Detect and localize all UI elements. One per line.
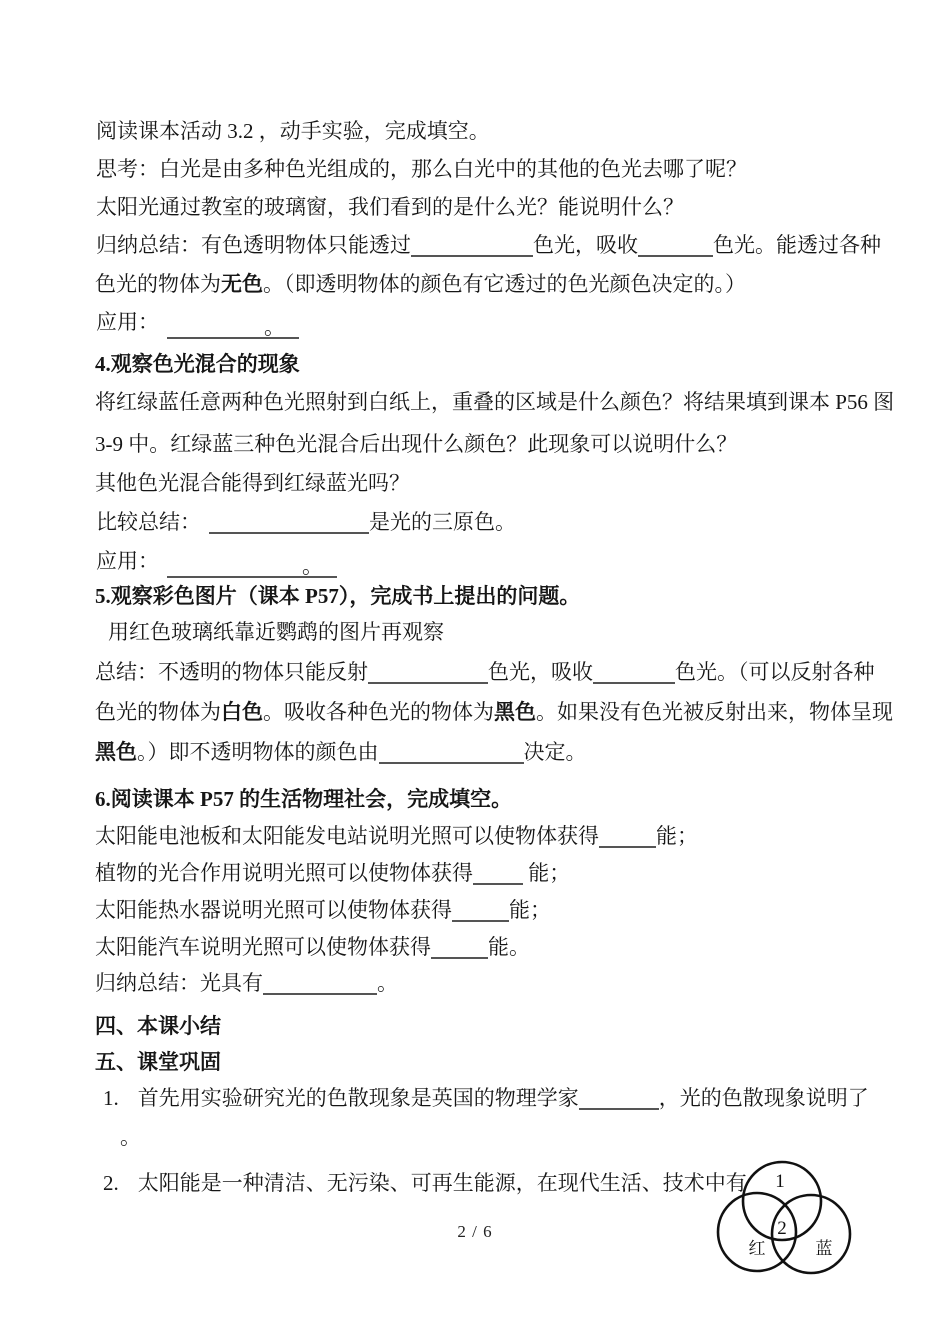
text-run: 归纳总结：有色透明物体只能透过 bbox=[96, 233, 411, 257]
section-6-heading bbox=[95, 784, 512, 814]
text-run: 归纳总结：光具有 bbox=[95, 971, 263, 995]
text-run: 是光的三原色。 bbox=[369, 510, 516, 534]
text-line bbox=[95, 821, 698, 851]
bold-text-run: 6.阅读课本 P57 的生活物理社会，完成填空。 bbox=[95, 787, 513, 811]
fill-in-blank bbox=[411, 233, 533, 257]
fill-in-blank: 。 bbox=[167, 554, 337, 578]
practice-heading bbox=[95, 1047, 221, 1077]
text-line bbox=[95, 468, 410, 498]
text-line bbox=[95, 697, 893, 727]
text-run: 色光。（可以反射各种 bbox=[675, 660, 875, 684]
bold-text-run: 黑色 bbox=[494, 700, 536, 724]
text-run: 能； bbox=[509, 898, 551, 922]
text-line bbox=[96, 546, 337, 576]
fill-in-blank bbox=[431, 935, 488, 959]
question-2 bbox=[103, 1168, 747, 1198]
text-run: 能； bbox=[523, 861, 571, 885]
text-run: 。吸收各种色光的物体为 bbox=[263, 700, 494, 724]
text-run: 太阳能电池板和太阳能发电站说明光照可以使物体获得 bbox=[95, 824, 599, 848]
rgb-color-venn-diagram bbox=[710, 1154, 862, 1286]
text-run: 总结：不透明的物体只能反射 bbox=[95, 660, 368, 684]
text-run: 。如果没有色光被反射出来，物体呈现 bbox=[536, 700, 893, 724]
section-4-heading bbox=[95, 349, 300, 379]
page-number: 2 / 6 bbox=[457, 1222, 493, 1241]
bold-text-run: 4.观察色光混合的现象 bbox=[95, 352, 300, 376]
text-run: 色光，吸收 bbox=[533, 233, 638, 257]
text-run: 色光。能透过各种 bbox=[713, 233, 881, 257]
text-line bbox=[96, 230, 881, 260]
text-run: 。 bbox=[120, 1125, 141, 1149]
text-run: 太阳光通过教室的玻璃窗，我们看到的是什么光？能说明什么？ bbox=[96, 195, 684, 219]
venn-label: 红 bbox=[748, 1239, 766, 1258]
spacer bbox=[159, 567, 167, 568]
text-line bbox=[95, 895, 551, 925]
fill-in-blank bbox=[579, 1086, 659, 1110]
text-run: 。（即透明物体的颜色有它透过的色光颜色决定的。） bbox=[263, 272, 746, 296]
text-run: 太阳能热水器说明光照可以使物体获得 bbox=[95, 898, 452, 922]
text-run: ，光的色散现象说明了 bbox=[658, 1086, 869, 1110]
bold-text-run: 四、本课小结 bbox=[95, 1014, 221, 1038]
text-line bbox=[95, 657, 875, 687]
fill-in-blank bbox=[473, 861, 523, 885]
fill-in-blank bbox=[209, 510, 369, 534]
text-run: 植物的光合作用说明光照可以使物体获得 bbox=[95, 861, 473, 885]
text-run: 太阳能汽车说明光照可以使物体获得 bbox=[95, 935, 431, 959]
fill-in-blank bbox=[379, 740, 524, 764]
text-run: 色光的物体为 bbox=[95, 272, 221, 296]
text-line bbox=[95, 932, 530, 962]
text-line bbox=[95, 269, 746, 299]
text-line bbox=[96, 154, 747, 184]
text-run: 将红绿蓝任意两种色光照射到白纸上，重叠的区域是什么颜色？将结果填到课本 P56 图 bbox=[95, 390, 895, 414]
text-run: 比较总结： bbox=[96, 510, 201, 534]
text-run: 太阳能是一种清洁、无污染、可再生能源，在现代生活、技术中有 bbox=[137, 1171, 747, 1195]
text-line bbox=[95, 968, 398, 998]
text-line bbox=[95, 858, 570, 888]
text-run: 能。 bbox=[488, 935, 530, 959]
fill-in-blank bbox=[452, 898, 509, 922]
fill-in-blank bbox=[599, 824, 656, 848]
fill-in-blank bbox=[263, 971, 377, 995]
text-line bbox=[95, 429, 737, 459]
text-line bbox=[95, 737, 587, 767]
fill-in-blank bbox=[368, 660, 488, 684]
question-1 bbox=[103, 1083, 869, 1113]
venn-label: 2 bbox=[777, 1218, 787, 1239]
spacer bbox=[159, 328, 167, 329]
text-run: 色光，吸收 bbox=[488, 660, 593, 684]
text-run: 阅读课本活动 3.2 ，动手实验，完成填空。 bbox=[96, 119, 490, 143]
text-run: 决定。 bbox=[523, 740, 587, 764]
text-line bbox=[96, 192, 684, 222]
text-line bbox=[96, 307, 299, 337]
text-run: 用红色玻璃纸靠近鹦鹉的图片再观察 bbox=[108, 620, 444, 644]
text-run: 思考：白光是由多种色光组成的，那么白光中的其他的色光去哪了呢？ bbox=[96, 157, 747, 181]
text-run: 其他色光混合能得到红绿蓝光吗？ bbox=[95, 471, 410, 495]
bold-text-run: 无色 bbox=[221, 272, 263, 296]
question-1-continued bbox=[120, 1122, 141, 1152]
venn-label: 1 bbox=[775, 1171, 785, 1192]
text-line bbox=[108, 617, 444, 647]
text-run: 1. bbox=[103, 1086, 119, 1110]
text-run: 应用： bbox=[96, 310, 159, 334]
spacer bbox=[119, 1104, 138, 1105]
text-run: 应用： bbox=[96, 549, 159, 573]
text-run: 色光的物体为 bbox=[95, 700, 221, 724]
fill-in-blank bbox=[638, 233, 713, 257]
text-run: 2. bbox=[103, 1171, 119, 1195]
text-run: 能； bbox=[656, 824, 698, 848]
spacer bbox=[119, 1189, 138, 1190]
bold-text-run: 白色 bbox=[221, 700, 263, 724]
bold-text-run: 5.观察彩色图片（课本 P57），完成书上提出的问题。 bbox=[95, 584, 581, 608]
section-5-heading bbox=[95, 581, 580, 611]
summary-heading bbox=[95, 1011, 221, 1041]
text-run: 首先用实验研究光的色散现象是英国的物理学家 bbox=[137, 1086, 579, 1110]
text-line bbox=[96, 507, 516, 537]
fill-in-blank: 。 bbox=[167, 315, 299, 339]
text-line bbox=[96, 116, 490, 146]
venn-label: 蓝 bbox=[815, 1239, 833, 1258]
bold-text-run: 黑色 bbox=[95, 740, 137, 764]
text-run: 。 bbox=[377, 971, 398, 995]
spacer bbox=[201, 528, 209, 529]
fill-in-blank bbox=[593, 660, 675, 684]
text-line bbox=[95, 387, 894, 417]
text-run: 。）即不透明物体的颜色由 bbox=[137, 740, 379, 764]
text-run: 3-9 中。红绿蓝三种色光混合后出现什么颜色？此现象可以说明什么？ bbox=[95, 432, 738, 456]
bold-text-run: 五、课堂巩固 bbox=[95, 1050, 221, 1074]
